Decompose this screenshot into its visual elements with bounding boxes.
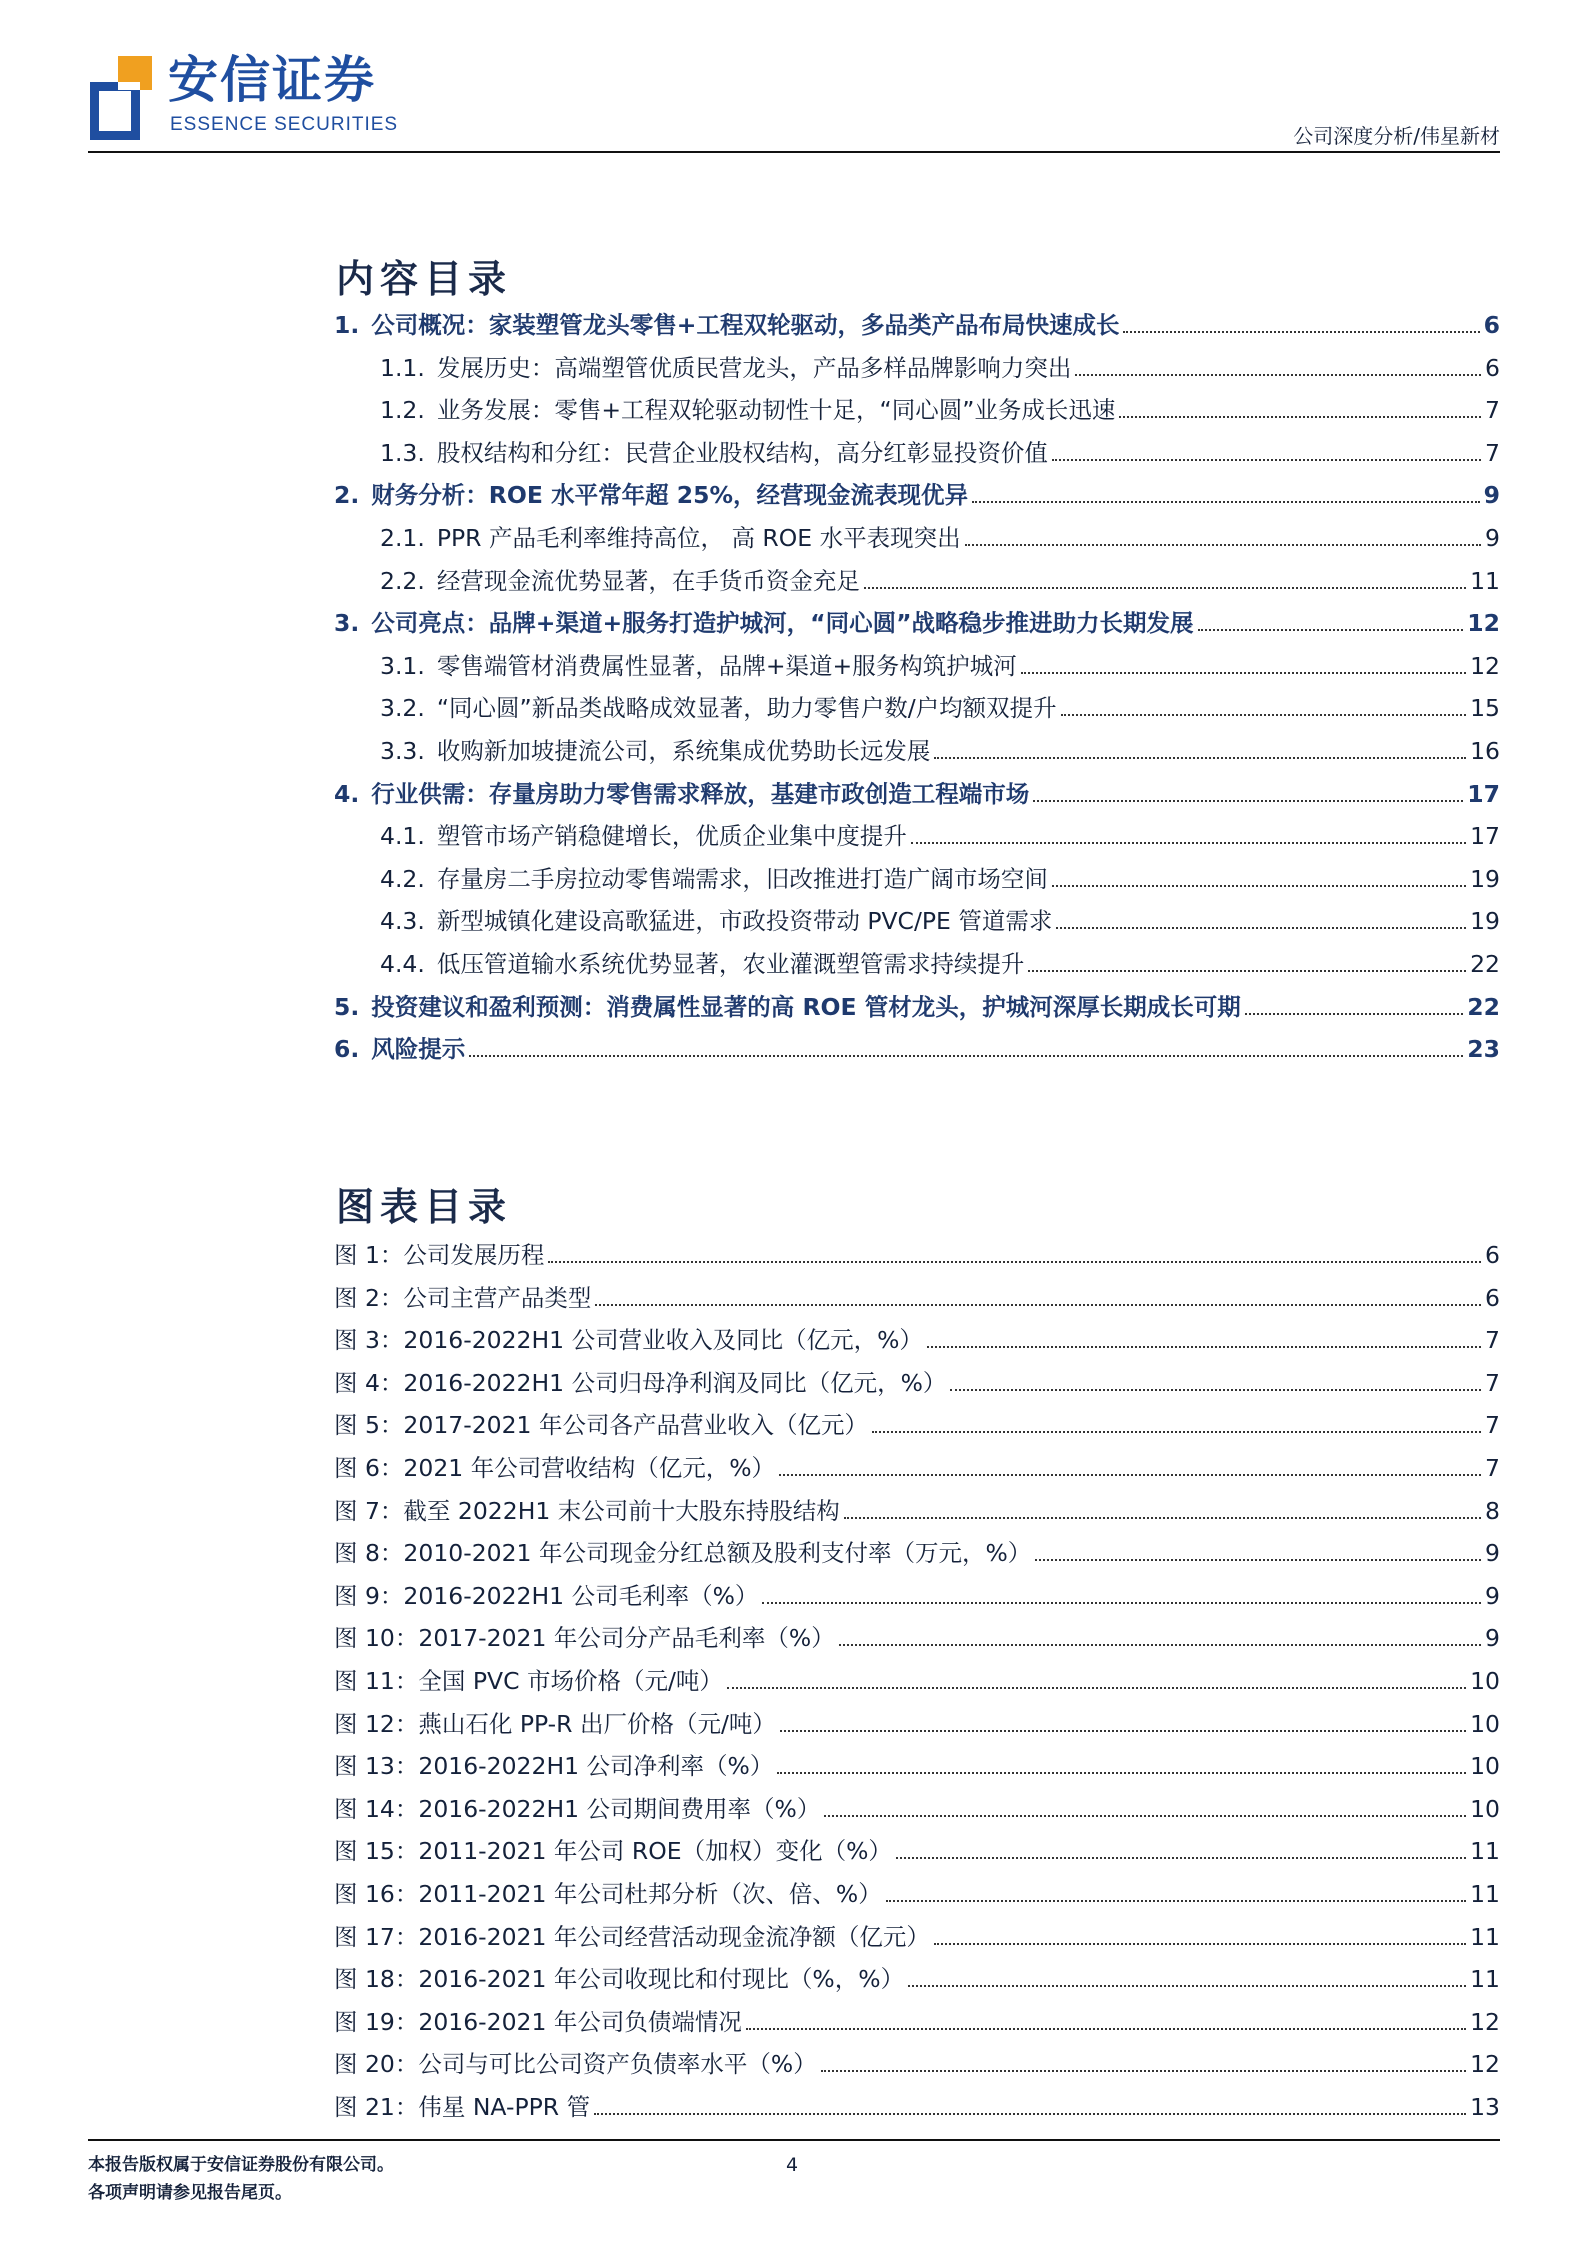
figure-entry-page: 10 [1470, 1709, 1500, 1738]
figure-entry-page: 10 [1470, 1794, 1500, 1823]
toc-entry-text: 收购新加坡捷流公司，系统集成优势助长远发展 [436, 737, 931, 765]
toc-entry[interactable] [334, 982, 1500, 1022]
figure-entry-page: 10 [1470, 1752, 1500, 1781]
dot-leader [777, 1772, 1466, 1774]
figure-entry-text: 图 17：2016-2021 年公司经营活动现金流净额（亿元） [334, 1922, 930, 1951]
figure-entry-text: 图 20：公司与可比公司资产负债率水平（%） [334, 2050, 817, 2079]
dot-leader [1245, 1013, 1464, 1015]
dot-leader [821, 2070, 1466, 2072]
figure-entry[interactable] [334, 1528, 1500, 1568]
brand-name-cn: 安信证券 [168, 51, 376, 109]
toc-entry-number: 1.2. [380, 396, 425, 425]
figure-entry[interactable] [334, 1486, 1500, 1526]
figure-entry-text: 图 2：公司主营产品类型 [334, 1283, 592, 1312]
figure-entry-text: 图 1：公司发展历程 [334, 1241, 545, 1269]
figure-entry[interactable] [334, 1273, 1500, 1313]
toc-entry-page: 22 [1470, 950, 1500, 978]
toc-entry-page: 6 [1483, 311, 1500, 339]
essence-logo-icon [90, 56, 152, 140]
dot-leader [780, 1730, 1466, 1732]
dot-leader [950, 1389, 1481, 1391]
figure-entry-text: 图 9：2016-2022H1 公司毛利率（%） [334, 1581, 759, 1610]
dot-leader [1052, 459, 1481, 461]
dot-leader [1119, 416, 1481, 418]
toc-entry-number: 4.4. [380, 950, 425, 978]
page-number: 4 [786, 2154, 799, 2176]
toc-entry-text: 业务发展：零售+工程双轮驱动韧性十足，“同心圆”业务成长迅速 [436, 396, 1116, 425]
figure-entry[interactable] [334, 1912, 1500, 1952]
figure-entry-page: 11 [1470, 1837, 1500, 1866]
dot-leader [896, 1857, 1466, 1859]
dot-leader [746, 2028, 1466, 2030]
toc-entry-text: 行业供需：存量房助力零售需求释放，基建市政创造工程端市场 [371, 779, 1030, 808]
dot-leader [1075, 374, 1481, 376]
toc-entry-text: 公司亮点：品牌+渠道+服务打造护城河，“同心圆”战略稳步推进助力长期发展 [371, 609, 1194, 638]
figure-entry-page: 9 [1485, 1624, 1500, 1653]
dot-leader [908, 1985, 1466, 1987]
figure-entry-text: 图 15：2011-2021 年公司 ROE（加权）变化（%） [334, 1837, 892, 1866]
toc-entry-page: 7 [1485, 438, 1500, 467]
figure-entry-page: 7 [1485, 1326, 1500, 1355]
figure-entry-page: 11 [1470, 1922, 1500, 1951]
dot-leader [594, 2113, 1466, 2115]
dot-leader [727, 1687, 1466, 1689]
dot-leader [886, 1900, 1466, 1902]
figure-entry[interactable] [334, 1358, 1500, 1398]
toc-entry-text: 公司概况：家装塑管龙头零售+工程双轮驱动，多品类产品布局快速成长 [371, 311, 1120, 339]
figure-entry-text: 图 8：2010-2021 年公司现金分红总额及股利支付率（万元，%） [334, 1539, 1032, 1568]
toc-entry-number: 5. [334, 992, 360, 1021]
figure-entry-text: 图 21：伟星 NA-PPR 管 [334, 2093, 591, 2121]
toc-entry-number: 4.1. [380, 822, 425, 851]
toc-entry[interactable] [380, 343, 1500, 383]
figure-entry-text: 图 3：2016-2022H1 公司营业收入及同比（亿元，%） [334, 1326, 923, 1355]
figure-entry[interactable] [334, 1315, 1500, 1355]
toc-entry-number: 1. [334, 311, 360, 339]
toc-entry-number: 1.3. [380, 438, 425, 467]
page-header [0, 0, 1587, 152]
copyright-notice: 本报告版权属于安信证券股份有限公司。 [88, 2155, 394, 2175]
toc-entry[interactable] [334, 470, 1500, 510]
footer-divider [88, 2139, 1500, 2141]
toc-entry[interactable] [334, 769, 1500, 809]
dot-leader [779, 1474, 1481, 1476]
dot-leader [1061, 714, 1466, 716]
toc-entry[interactable] [380, 385, 1500, 425]
dot-leader [934, 757, 1466, 759]
figure-entry[interactable] [334, 1400, 1500, 1440]
toc-entry-page: 19 [1470, 864, 1500, 893]
toc-entry-number: 1.1. [380, 353, 425, 382]
toc-entry-number: 6. [334, 1035, 360, 1064]
figure-entry-page: 9 [1485, 1581, 1500, 1610]
dot-leader [864, 587, 1466, 589]
toc-entry[interactable] [334, 300, 1500, 340]
toc-entry-text: 经营现金流优势显著，在手货币资金充足 [436, 566, 860, 595]
dot-leader [1198, 629, 1464, 631]
figure-entry-page: 7 [1485, 1368, 1500, 1397]
toc-entry-page: 6 [1485, 353, 1500, 382]
dot-leader [595, 1304, 1481, 1306]
dot-leader [469, 1055, 1463, 1057]
dot-leader [1056, 927, 1466, 929]
toc-entry-page: 19 [1470, 907, 1500, 936]
figure-entry[interactable] [334, 2082, 1500, 2122]
toc-title: 内容目录 [336, 256, 513, 301]
toc-entry[interactable] [380, 896, 1500, 936]
toc-entry-number: 4.3. [380, 907, 425, 936]
toc-entry-number: 2.1. [380, 524, 425, 552]
toc-entry[interactable] [380, 811, 1500, 851]
dot-leader [844, 1517, 1481, 1519]
figure-entry-page: 10 [1470, 1667, 1500, 1695]
report-type-title: 公司深度分析/伟星新材 [1293, 124, 1500, 148]
figure-entry-text: 图 13：2016-2022H1 公司净利率（%） [334, 1752, 774, 1781]
figure-entry-text: 图 6：2021 年公司营收结构（亿元，%） [334, 1454, 776, 1482]
dot-leader [1028, 970, 1466, 972]
toc-entry[interactable] [380, 683, 1500, 723]
toc-entry-page: 9 [1483, 481, 1500, 510]
figure-entry-page: 7 [1485, 1411, 1500, 1440]
toc-entry-text: 塑管市场产销稳健增长，优质企业集中度提升 [436, 822, 907, 851]
toc-entry[interactable] [380, 641, 1500, 681]
figure-entry-page: 12 [1470, 2007, 1500, 2036]
toc-entry-text: 存量房二手房拉动零售端需求，旧改推进打造广阔市场空间 [436, 864, 1048, 893]
toc-entry[interactable] [334, 1024, 1500, 1064]
figure-entry-page: 11 [1470, 1965, 1500, 1994]
dot-leader [762, 1602, 1481, 1604]
toc-entry-number: 4. [334, 779, 360, 808]
figure-entry[interactable] [334, 1230, 1500, 1270]
toc-entry[interactable] [380, 428, 1500, 468]
toc-entry-page: 17 [1470, 822, 1500, 851]
toc-entry-page: 23 [1467, 1035, 1500, 1064]
dot-leader [1035, 1559, 1481, 1561]
toc-entry[interactable] [334, 598, 1500, 638]
figure-entry-text: 图 18：2016-2021 年公司收现比和付现比（%，%） [334, 1965, 905, 1994]
figure-entry-page: 12 [1470, 2050, 1500, 2079]
disclaimer-notice: 各项声明请参见报告尾页。 [88, 2183, 292, 2203]
figure-entry[interactable] [334, 2039, 1500, 2079]
dot-leader [1052, 885, 1466, 887]
toc-entry-text: PPR 产品毛利率维持高位， 高 ROE 水平表现突出 [436, 524, 961, 552]
dot-leader [839, 1644, 1481, 1646]
dot-leader [965, 544, 1481, 546]
header-divider [88, 151, 1500, 153]
toc-entry-page: 22 [1467, 992, 1500, 1021]
toc-entry[interactable] [380, 513, 1500, 553]
toc-entry-text: 发展历史：高端塑管优质民营龙头，产品多样品牌影响力突出 [436, 353, 1072, 382]
toc-entry-number: 3. [334, 609, 360, 638]
figure-entry[interactable] [334, 1784, 1500, 1824]
toc-entry-page: 9 [1485, 524, 1500, 552]
toc-entry-number: 2. [334, 481, 360, 510]
toc-entry-text: 零售端管材消费属性显著，品牌+渠道+服务构筑护城河 [436, 651, 1017, 680]
figure-entry-text: 图 12：燕山石化 PP-R 出厂价格（元/吨） [334, 1709, 776, 1738]
dot-leader [934, 1943, 1466, 1945]
figure-entry[interactable] [334, 1869, 1500, 1909]
figure-entry[interactable] [334, 1826, 1500, 1866]
figure-entry-text: 图 14：2016-2022H1 公司期间费用率（%） [334, 1794, 821, 1823]
figure-entry[interactable] [334, 1613, 1500, 1653]
dot-leader [927, 1346, 1481, 1348]
figure-entry-text: 图 11：全国 PVC 市场价格（元/吨） [334, 1667, 723, 1695]
figure-entry-page: 6 [1485, 1283, 1500, 1312]
figure-entry-page: 8 [1485, 1496, 1500, 1525]
toc-entry-page: 17 [1467, 779, 1500, 808]
figure-entry-text: 图 19：2016-2021 年公司负债端情况 [334, 2007, 742, 2036]
dot-leader [1033, 800, 1463, 802]
toc-entry-text: 财务分析：ROE 水平常年超 25%，经营现金流表现优异 [371, 481, 969, 510]
toc-entry-text: “同心圆”新品类战略成效显著，助力零售户数/户均额双提升 [436, 694, 1057, 723]
toc-entry[interactable] [380, 854, 1500, 894]
toc-entry-number: 2.2. [380, 566, 425, 595]
toc-entry-number: 3.2. [380, 694, 425, 723]
toc-entry[interactable] [380, 726, 1500, 766]
toc-entry-number: 4.2. [380, 864, 425, 893]
dot-leader [972, 501, 1480, 503]
figure-entry-text: 图 16：2011-2021 年公司杜邦分析（次、倍、%） [334, 1880, 882, 1908]
toc-entry-text: 低压管道输水系统优势显著，农业灌溉塑管需求持续提升 [436, 950, 1025, 978]
toc-entry-number: 3.3. [380, 737, 425, 765]
figure-entry[interactable] [334, 1656, 1500, 1696]
figure-entry-page: 6 [1485, 1241, 1500, 1269]
dot-leader [911, 842, 1466, 844]
brand-name-en: ESSENCE SECURITIES [170, 114, 399, 135]
dot-leader [824, 1815, 1466, 1817]
toc-entry-text: 新型城镇化建设高歌猛进，市政投资带动 PVC/PE 管道需求 [436, 907, 1053, 936]
figure-entry[interactable] [334, 1741, 1500, 1781]
figure-entry-page: 11 [1470, 1880, 1500, 1908]
dot-leader [548, 1261, 1481, 1263]
toc-entry-text: 投资建议和盈利预测：消费属性显著的高 ROE 管材龙头，护城河深厚长期成长可期 [371, 992, 1241, 1021]
figure-entry[interactable] [334, 1997, 1500, 2037]
toc-entry[interactable] [380, 556, 1500, 596]
figure-entry-page: 13 [1470, 2093, 1500, 2121]
figure-entry[interactable] [334, 1699, 1500, 1739]
dot-leader [1123, 331, 1479, 333]
toc-entry-number: 3.1. [380, 651, 425, 680]
toc-entry-text: 股权结构和分红：民营企业股权结构，高分红彰显投资价值 [436, 438, 1048, 467]
figure-entry-page: 9 [1485, 1539, 1500, 1568]
toc-entry-page: 11 [1470, 566, 1500, 595]
figure-entry[interactable] [334, 1954, 1500, 1994]
toc-entry-text: 风险提示 [371, 1035, 466, 1064]
dot-leader [1021, 672, 1466, 674]
dot-leader [872, 1431, 1481, 1433]
toc-entry-page: 12 [1470, 651, 1500, 680]
figure-entry-text: 图 5：2017-2021 年公司各产品营业收入（亿元） [334, 1411, 868, 1440]
toc-entry[interactable] [380, 939, 1500, 979]
toc-entry-page: 7 [1485, 396, 1500, 425]
figure-entry-text: 图 4：2016-2022H1 公司归母净利润及同比（亿元，%） [334, 1368, 947, 1397]
toc-entry-page: 15 [1470, 694, 1500, 723]
toc-entry-page: 16 [1470, 737, 1500, 765]
figure-entry-text: 图 10：2017-2021 年公司分产品毛利率（%） [334, 1624, 835, 1653]
figure-entry-page: 7 [1485, 1454, 1500, 1482]
toc-entry-page: 12 [1467, 609, 1500, 638]
figures-title: 图表目录 [336, 1184, 513, 1229]
figure-entry[interactable] [334, 1571, 1500, 1611]
figure-entry[interactable] [334, 1443, 1500, 1483]
figure-entry-text: 图 7：截至 2022H1 末公司前十大股东持股结构 [334, 1496, 840, 1525]
